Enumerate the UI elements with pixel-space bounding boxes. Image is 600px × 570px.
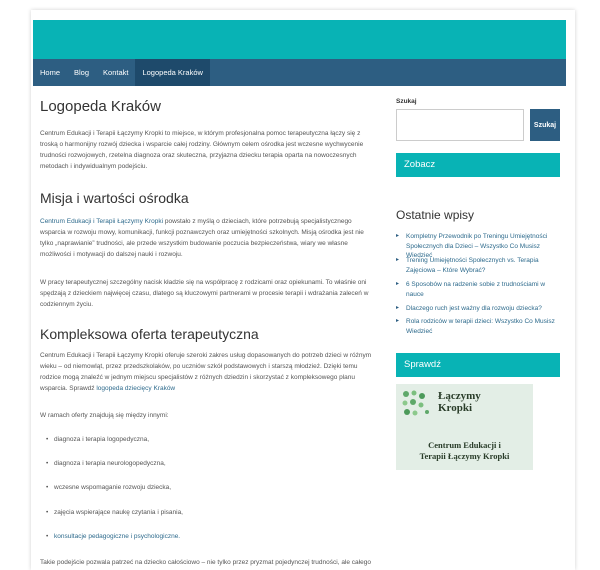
page-title: Logopeda Kraków	[40, 98, 161, 115]
recent-post-link[interactable]: ▸ Rola rodziców w terapii dzieci: Wszystko Co Musisz Wiedzieć	[396, 317, 560, 336]
dots-logo-icon	[400, 388, 434, 422]
recent-post-link[interactable]: ▸ Kompletny Przewodnik po Treningu Umiejętności Społecznych dla Dzieci – Wszystko Co Musisz Wiedzieć	[396, 232, 560, 261]
offer-intro: W ramach oferty znajdują się między innymi:	[40, 412, 169, 419]
offer-list-item: • diagnoza i terapia neurologopedyczna,	[54, 460, 166, 467]
promo-brand-line: Łączymy	[438, 390, 481, 402]
promo-banner[interactable]	[396, 384, 533, 470]
widget-title-sprawdz: Sprawdź	[396, 353, 560, 377]
offer-list-item: • wczesne wspomaganie rozwoju dziecka,	[54, 484, 171, 491]
promo-brand	[438, 390, 481, 414]
nav-home[interactable]: Home	[40, 68, 61, 77]
search-button[interactable]: Szukaj	[530, 109, 560, 141]
logopeda-link[interactable]: logopeda dziecięcy Kraków	[96, 385, 176, 392]
mission-paragraph	[40, 216, 379, 260]
recent-posts-title: Ostatnie wpisy	[396, 208, 475, 222]
site-header	[33, 20, 566, 59]
cooperation-paragraph: W pracy terapeutycznej szczególny nacisk kładzie się na współpracę z rodzicami oraz opiekunami. To właśnie oni spędzają z dzieckiem najwięcej czasu, dlatego są kluczowymi partnerami w procesie terapii i wdrażania zaleceń w codziennym życiu.	[40, 279, 369, 308]
recent-post-link[interactable]: ▸ Dlaczego ruch jest ważny dla rozwoju dziecka?	[396, 304, 560, 314]
closing-paragraph: Takie podejście pozwala patrzeć na dziecko całościowo – nie tylko przez pryzmat pojedynczej trudności, ale całego	[40, 559, 371, 566]
nav-blog[interactable]: Blog	[74, 68, 90, 77]
offer-list-item-link[interactable]: • konsultacje pedagogiczne i psychologiczne.	[54, 533, 180, 540]
promo-brand-line: Kropki	[438, 402, 473, 414]
section-title-mission: Misja i wartości ośrodka	[40, 190, 189, 206]
recent-post-link[interactable]: ▸ 6 Sposobów na radzenie sobie z trudnościami w nauce	[396, 280, 560, 299]
main-navigation	[33, 59, 566, 86]
nav-kontakt[interactable]: Kontakt	[103, 68, 129, 77]
offer-paragraph	[40, 350, 379, 394]
intro-paragraph: Centrum Edukacji i Terapii Łączymy Kropki to miejsce, w którym profesjonalna pomoc terapeutyczna łączy się z troską o harmonijny rozwój dziecka i wsparcie całej rodziny. Głównym celem ośrodka jest wczesne wychwycenie trudności rozwojowych, rzetelna diagnoza oraz skuteczna, przyjazna dziecku terapia oparta na nowoczesnych metodach i indywidualnym podejściu.	[40, 130, 364, 170]
search-label: Szukaj	[396, 98, 417, 105]
section-title-offer: Kompleksowa oferta terapeutyczna	[40, 326, 259, 342]
search-input[interactable]	[396, 109, 524, 141]
promo-subtitle	[396, 440, 533, 462]
offer-list-item: • zajęcia wspierające naukę czytania i pisania,	[54, 509, 183, 516]
offer-paragraph-text: Centrum Edukacji i Terapii Łączymy Kropki oferuje szeroki zakres usług dopasowanych do potrzeb dzieci w różnym wieku – od niemowląt, przez przedszkolaków, po uczniów szkół podstawowych i starszą młodzież. Dzięki temu rodzice mogą znaleźć w jednym miejscu specjalistów z różnych dziedzin i skorzystać z kompleksowego planu wsparcia. Sprawdź	[40, 352, 372, 392]
mission-paragraph-text: powstało z myślą o dzieciach, które potrzebują specjalistycznego wsparcia w rozwoju mowy, komunikacji, funkcji poznawczych oraz umiejętności szkolnych. Misją ośrodka jest nie tylko „naprawianie” trudności, ale przede wszystkim budowanie poczucia bezpieczeństwa, wiary we własne możliwości i motywacji do dalszej nauki i rozwoju.	[40, 218, 364, 258]
widget-title-zobacz: Zobacz	[396, 153, 560, 177]
nav-logopeda-krakow[interactable]: Logopeda Kraków	[135, 59, 209, 86]
promo-subtitle-line: Centrum Edukacji i	[428, 440, 501, 450]
centrum-link[interactable]: Centrum Edukacji i Terapii Łączymy Kropki	[40, 218, 164, 225]
page-frame	[31, 10, 575, 570]
recent-post-link[interactable]: ▸ Trening Umiejętności Społecznych vs. Terapia Zajęciowa – Które Wybrać?	[396, 256, 560, 275]
promo-subtitle-line: Terapii Łączymy Kropki	[419, 451, 510, 461]
offer-list-item: • diagnoza i terapia logopedyczna,	[54, 436, 149, 443]
